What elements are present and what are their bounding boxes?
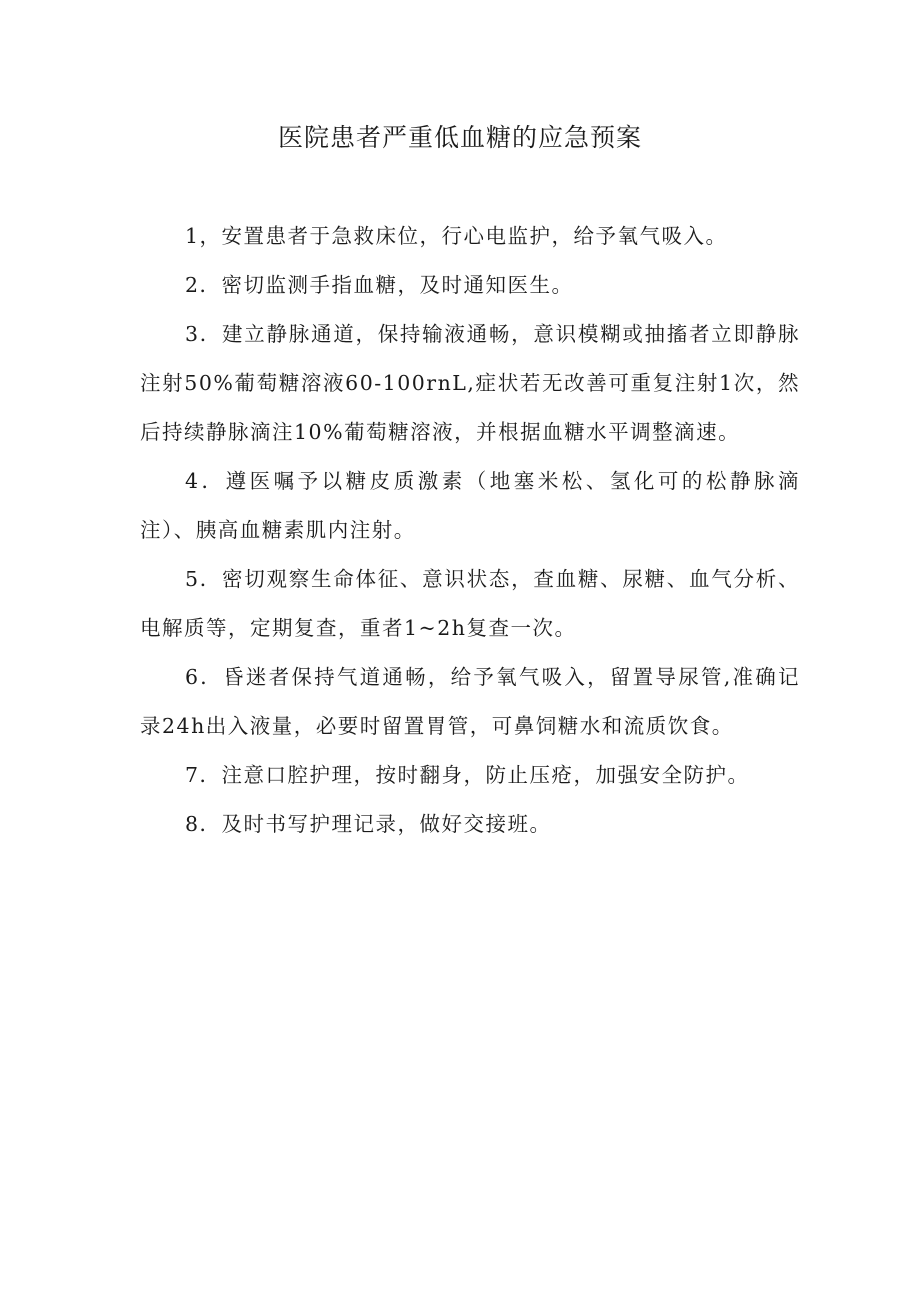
paragraph-8: 8．及时书写护理记录，做好交接班。 (185, 812, 552, 836)
paragraph-4: 4．遵医嘱予以糖皮质激素（地塞米松、氢化可的松静脉滴注）、胰高血糖素肌内注射。 (140, 469, 800, 542)
document-title: 医院患者严重低血糖的应急预案 (277, 123, 642, 152)
paragraph-5: 5．密切观察生命体征、意识状态，查血糖、尿糖、血气分析、电解质等，定期复查，重者1~2h复查一次。 (140, 567, 800, 640)
paragraph-1: 1，安置患者于急救床位，行心电监护，给予氧气吸入。 (185, 224, 728, 248)
paragraph-3: 3．建立静脉通道，保持输液通畅，意识模糊或抽搐者立即静脉注射50%葡萄糖溶液60-100rnL,症状若无改善可重复注射1次，然后持续静脉滴注10%葡萄糖溶液，并根据血糖水平调整滴速。 (140, 322, 800, 444)
paragraph-6: 6．昏迷者保持气道通畅，给予氧气吸入，留置导尿管,准确记录24h出入液量，必要时留置胃管，可鼻饲糖水和流质饮食。 (140, 665, 800, 738)
paragraph-2: 2．密切监测手指血糖，及时通知医生。 (185, 273, 574, 297)
document-body (140, 212, 800, 849)
paragraph-7: 7．注意口腔护理，按时翻身，防止压疮，加强安全防护。 (185, 763, 750, 787)
